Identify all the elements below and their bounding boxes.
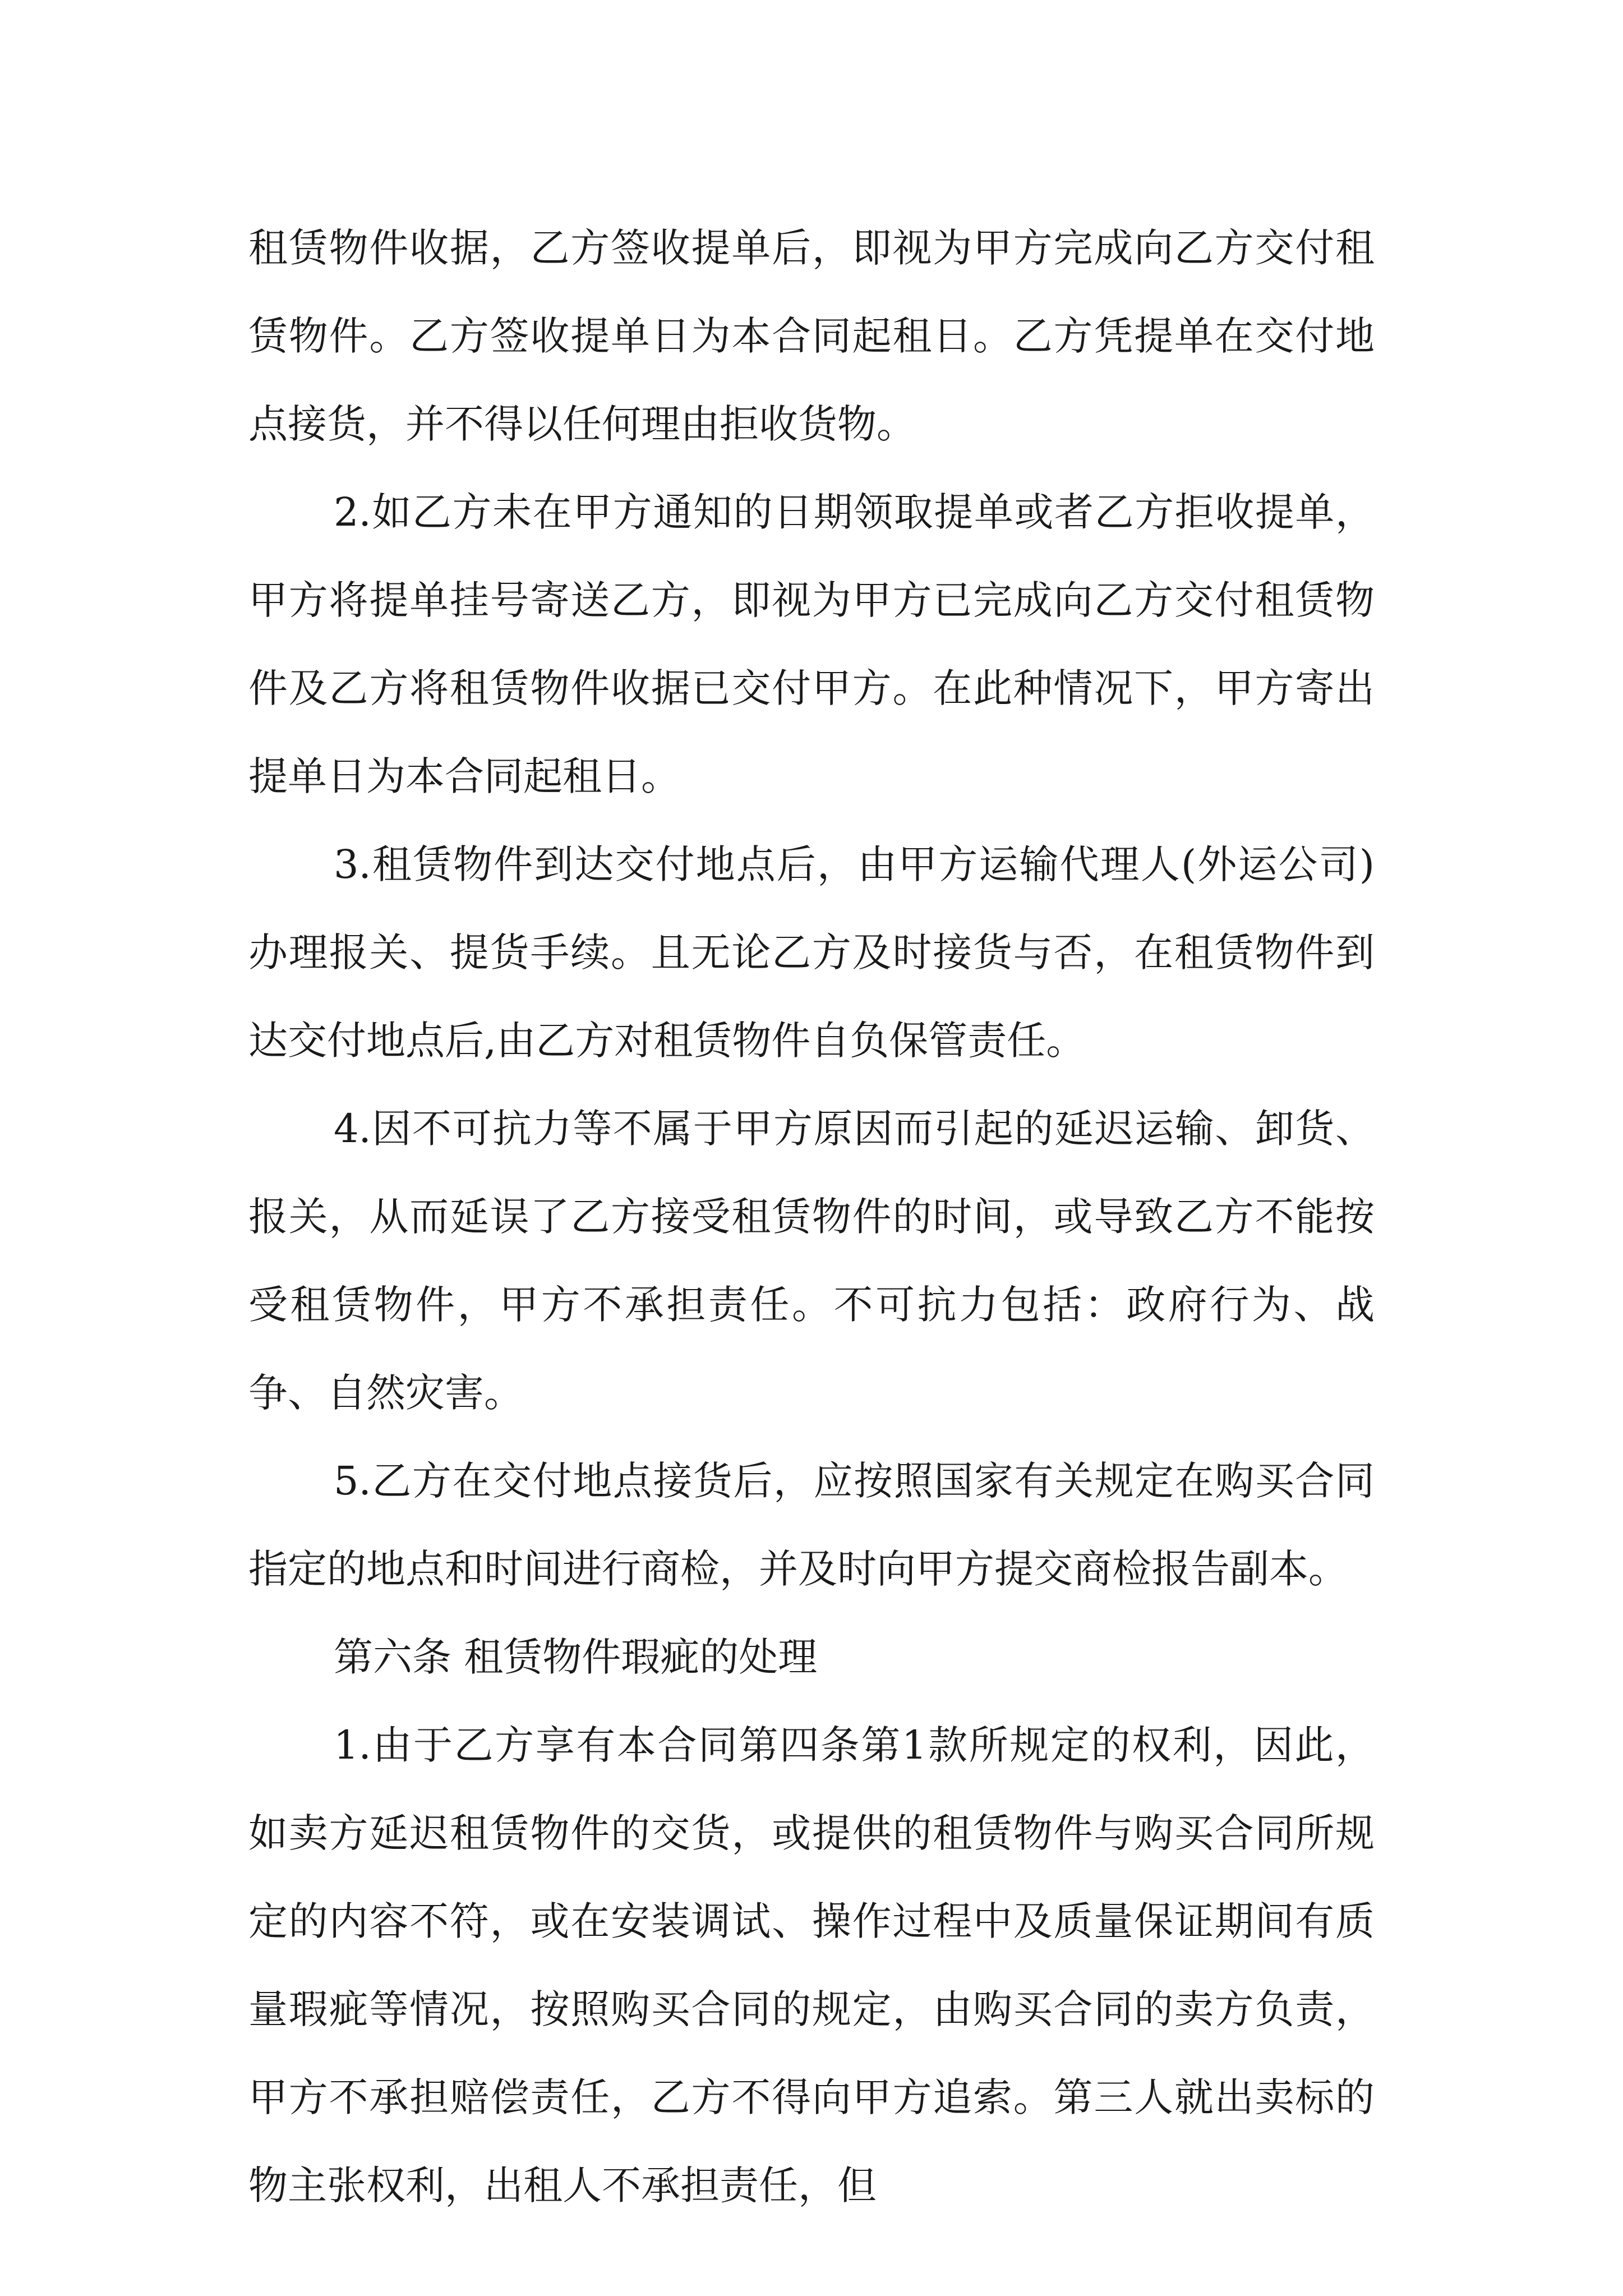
paragraph-5: 5.乙方在交付地点接货后，应按照国家有关规定在购买合同指定的地点和时间进行商检，并及时向甲方提交商检报告副本。 [248, 1458, 1375, 1592]
document-body [248, 204, 1375, 2230]
section-heading-article-6: 第六条 租赁物件瑕疵的处理 [334, 1634, 818, 1680]
paragraph-3: 3.租赁物件到达交付地点后，由甲方运输代理人(外运公司)办理报关、提货手续。且无论乙方及时接货与否，在租赁物件到达交付地点后,由乙方对租赁物件自负保管责任。 [248, 841, 1375, 1064]
paragraph-4: 4.因不可抗力等不属于甲方原因而引起的延迟运输、卸货、报关，从而延误了乙方接受租赁物件的时间，或导致乙方不能按受租赁物件，甲方不承担责任。不可抗力包括：政府行为、战争、自然灾害。 [248, 1106, 1375, 1416]
paragraph-2: 2.如乙方未在甲方通知的日期领取提单或者乙方拒收提单，甲方将提单挂号寄送乙方，即视为甲方已完成向乙方交付租赁物件及乙方将租赁物件收据已交付甲方。在此种情况下，甲方寄出提单日为本合同起租日。 [248, 489, 1375, 799]
paragraph-6: 1.由于乙方享有本合同第四条第1款所规定的权利，因此，如卖方延迟租赁物件的交货，或提供的租赁物件与购买合同所规定的内容不符，或在安装调试、操作过程中及质量保证期间有质量瑕疵等情况，按照购买合同的规定，由购买合同的卖方负责，甲方不承担赔偿责任，乙方不得向甲方追索。第三人就出卖标的物主张权利，出租人不承担责任，但 [248, 1722, 1375, 2208]
paragraph-1: 租赁物件收据，乙方签收提单后，即视为甲方完成向乙方交付租赁物件。乙方签收提单日为本合同起租日。乙方凭提单在交付地点接货，并不得以任何理由拒收货物。 [248, 225, 1375, 447]
